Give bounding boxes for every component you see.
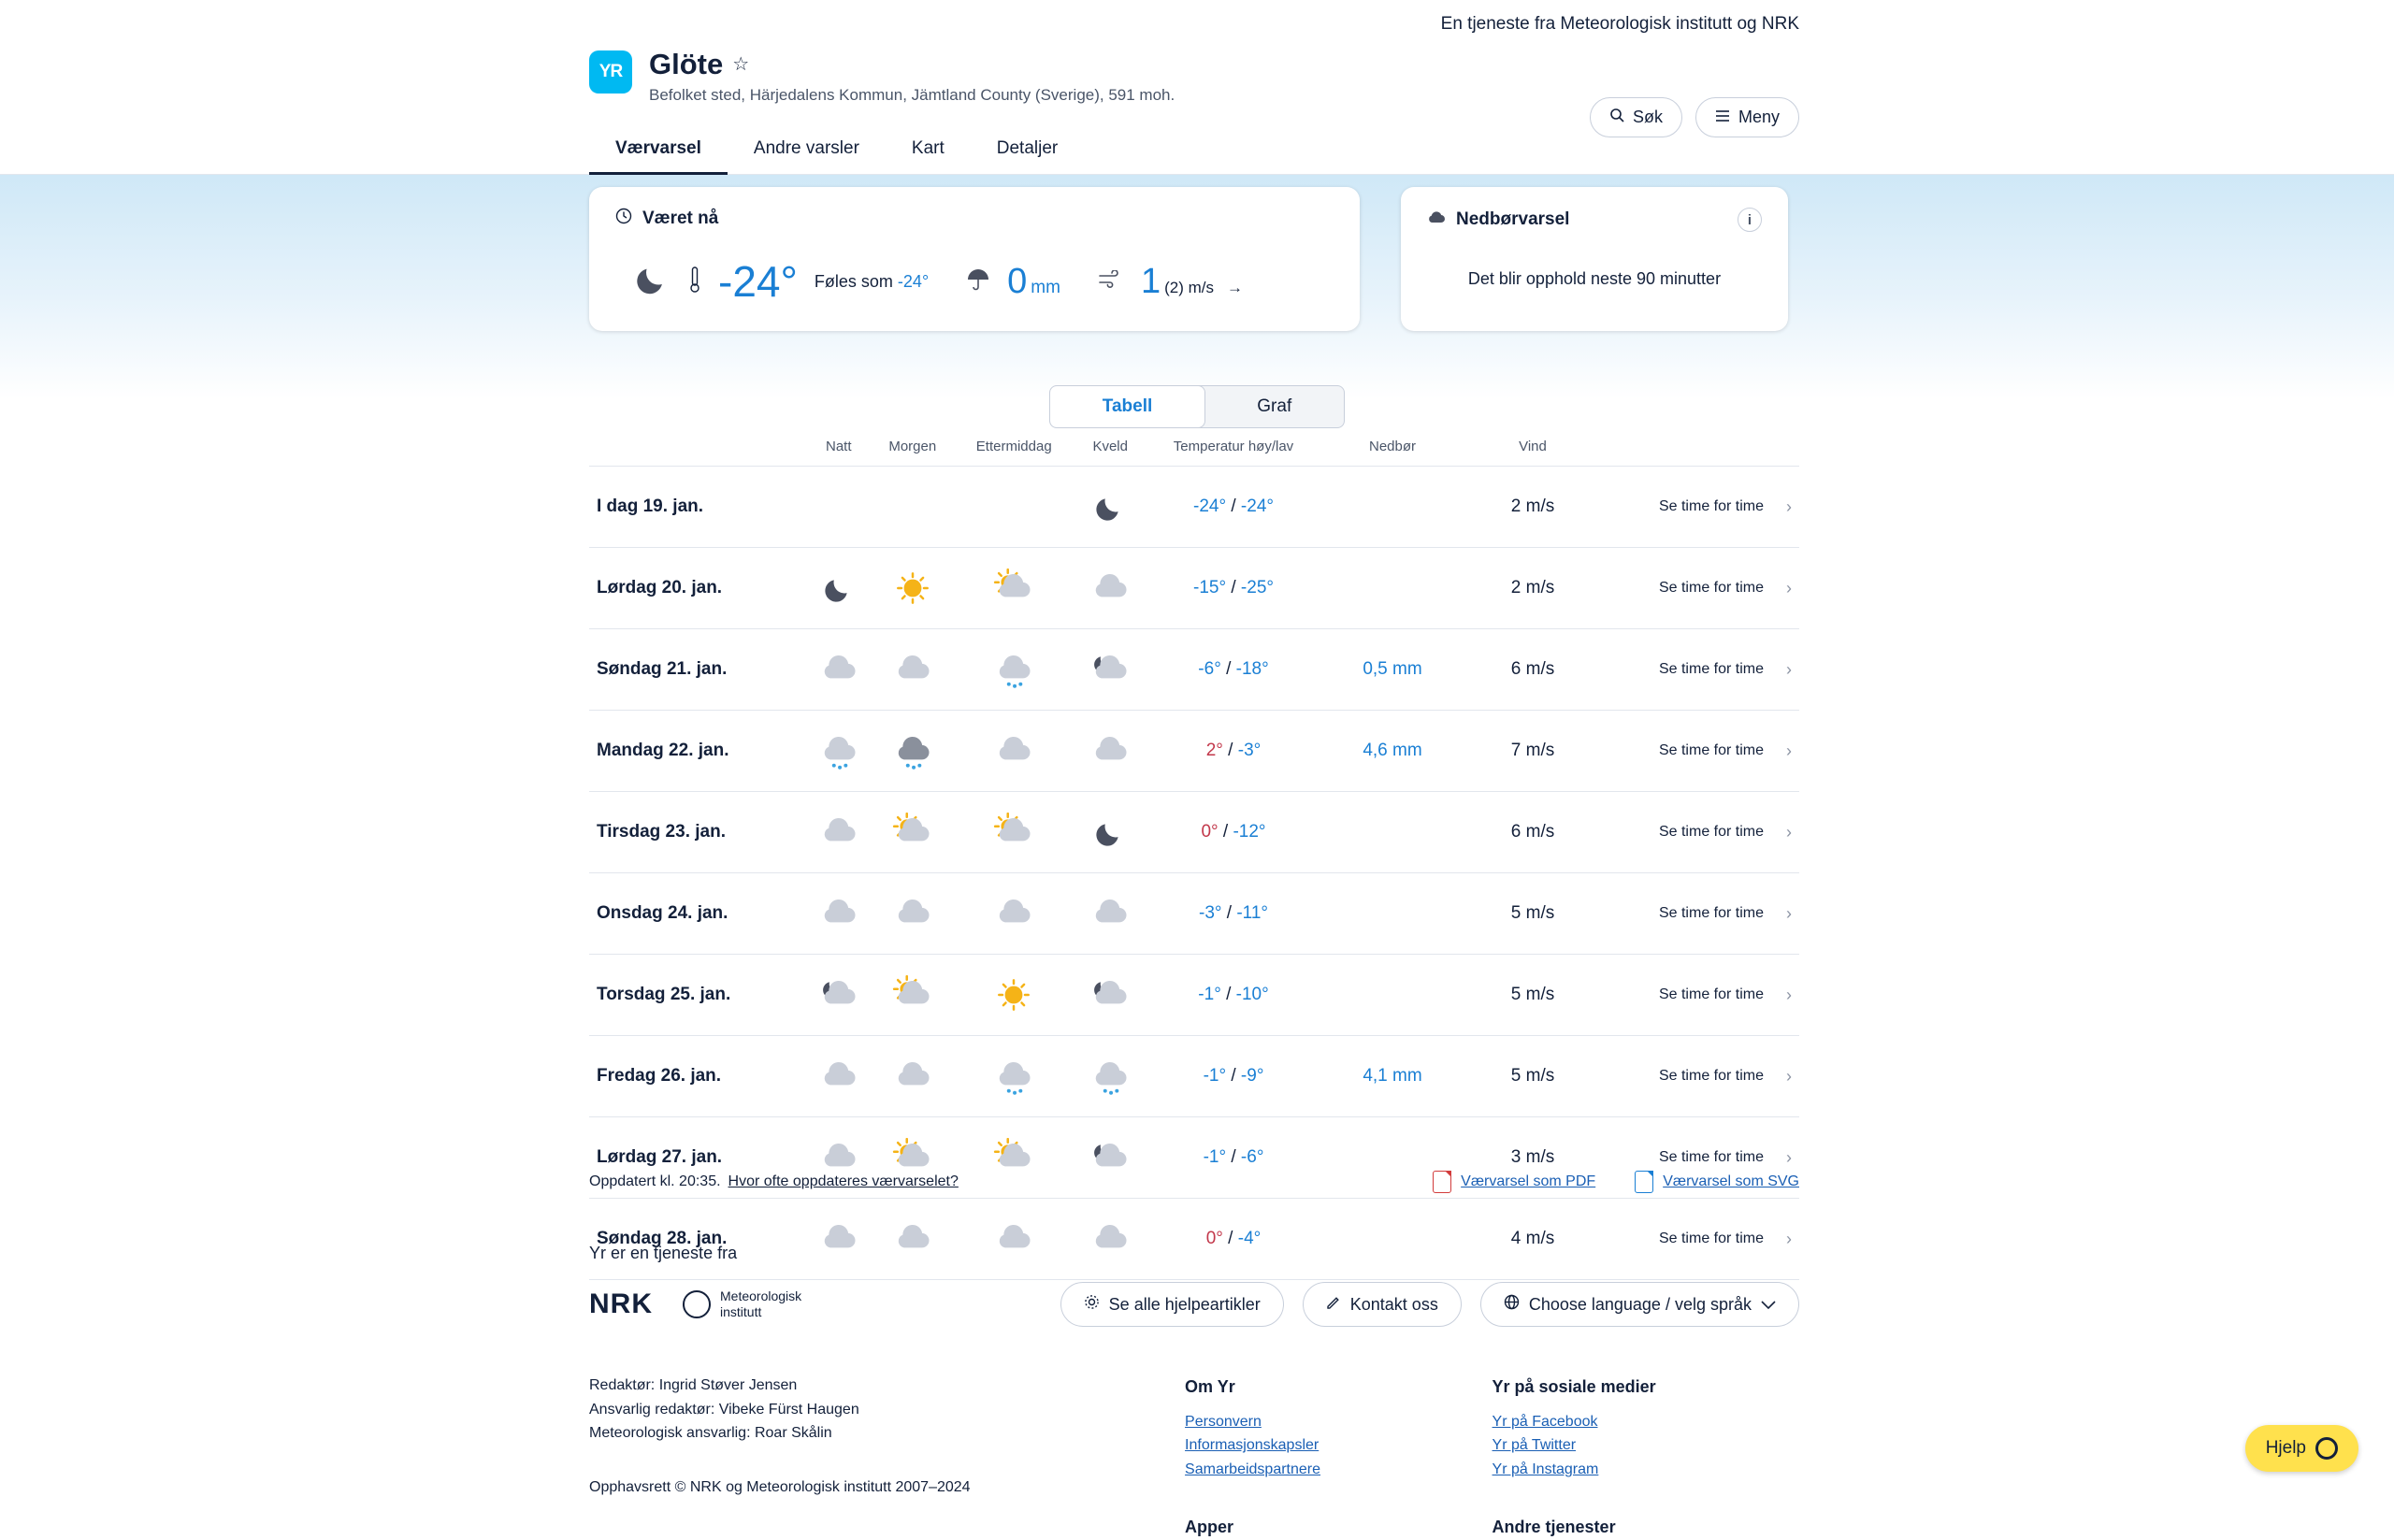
search-button[interactable]: [1590, 97, 1682, 137]
globe-icon: [1504, 1294, 1520, 1315]
link-personvern[interactable]: Personvern: [1185, 1413, 1262, 1430]
footer-credits: [589, 1374, 1185, 1540]
thermometer-icon: [688, 266, 701, 298]
contact-button[interactable]: [1303, 1282, 1462, 1327]
footer-columns: [589, 1374, 1799, 1540]
place-subtitle: Befolket sted, Härjedalens Kommun, Jämtland County (Sverige), 591 moh.: [649, 86, 1175, 105]
toggle-tabell[interactable]: Tabell: [1050, 386, 1205, 427]
forecast-table-header-row: [589, 438, 1799, 467]
weather-icon-cell-3: [1075, 467, 1145, 548]
forecast-day: Søndag 21. jan.: [597, 659, 728, 679]
header-wind: Vind: [1463, 438, 1603, 467]
header-evening: Kveld: [1075, 438, 1145, 467]
table-row[interactable]: [589, 792, 1799, 873]
forecast-temperature: -1° / -10°: [1198, 985, 1269, 1004]
forecast-wind: 6 m/s: [1510, 822, 1555, 842]
footer-other-services-title: Andre tjenester: [1492, 1517, 1616, 1536]
forecast-table: [589, 438, 1799, 1280]
weather-icon-cell-3: [1075, 955, 1145, 1036]
forecast-wind: 3 m/s: [1510, 1147, 1555, 1167]
footer-apps-title: Apper: [1185, 1517, 1234, 1536]
current-weather-title: Været nå: [642, 209, 719, 228]
current-weather-card: [589, 187, 1360, 331]
umbrella-icon: [966, 267, 990, 296]
forecast-temperature: 2° / -3°: [1205, 741, 1262, 760]
forecast-details-link[interactable]: Se time for time ›: [1658, 578, 1792, 597]
help-button-label: Hjelp: [2265, 1438, 2306, 1458]
pdf-file-icon: [1433, 1171, 1451, 1193]
update-frequency-link[interactable]: Hvor ofte oppdateres værvarselet?: [728, 1173, 959, 1189]
weather-icon-cell-0: [804, 873, 873, 955]
chevron-right-icon: ›: [1786, 822, 1792, 842]
met-line-1: Meteorologisk: [720, 1288, 802, 1303]
site-footer: [589, 1244, 1799, 1540]
weather-icon-cell-1: [873, 548, 952, 629]
forecast-temperature: -1° / -6°: [1203, 1147, 1264, 1167]
forecast-day: Onsdag 24. jan.: [597, 903, 728, 923]
feels-like-label: Føles som: [814, 271, 893, 291]
weather-icon-cell-3: [1075, 711, 1145, 792]
summary-cards: [589, 187, 1799, 331]
help-button[interactable]: [2245, 1425, 2358, 1472]
forecast-day: Torsdag 25. jan.: [597, 985, 731, 1004]
precip-unit: mm: [1031, 277, 1060, 297]
weather-icon-cell-0: [804, 629, 873, 711]
header-afternoon: Ettermiddag: [952, 438, 1075, 467]
weather-icon-cell-0: [804, 1036, 873, 1117]
weather-icon-cell-3: [1075, 873, 1145, 955]
precipitation-card: [1401, 187, 1788, 331]
forecast-temperature: -6° / -18°: [1198, 659, 1269, 679]
weather-icon-cell-0: [804, 792, 873, 873]
table-row[interactable]: [589, 1036, 1799, 1117]
footer-about-title: Om Yr: [1185, 1377, 1235, 1396]
view-toggle: [1049, 385, 1345, 428]
gear-icon: [1084, 1294, 1100, 1315]
weather-icon-cell-0: [804, 711, 873, 792]
forecast-temperature: 0° / -12°: [1201, 822, 1266, 842]
download-svg-link[interactable]: Værvarsel som SVG: [1663, 1173, 1799, 1189]
forecast-table-wrap: [589, 438, 1799, 1280]
cloud-icon: [1427, 209, 1446, 230]
download-pdf-link[interactable]: Værvarsel som PDF: [1461, 1173, 1596, 1189]
updated-row: [589, 1171, 1799, 1193]
forecast-wind: 5 m/s: [1510, 985, 1555, 1004]
forecast-wind: 7 m/s: [1510, 741, 1555, 760]
favorite-star-icon[interactable]: ☆: [732, 54, 750, 76]
forecast-details-link[interactable]: Se time for time ›: [1658, 985, 1792, 1004]
weather-icon-cell-1: [873, 711, 952, 792]
chevron-right-icon: ›: [1786, 1066, 1792, 1086]
footer-social-column: [1493, 1374, 1799, 1540]
precipitation-card-body: Det blir opphold neste 90 minutter: [1467, 269, 1722, 288]
footer-top: [589, 1282, 1799, 1327]
nrk-logo[interactable]: NRK: [589, 1288, 653, 1319]
search-icon: [1609, 108, 1624, 127]
credit-responsible-editor: Ansvarlig redaktør: Vibeke Fürst Haugen: [589, 1401, 859, 1418]
place-block: [649, 49, 1175, 105]
forecast-temperature: -24° / -24°: [1193, 497, 1274, 516]
tab-detaljer[interactable]: Detaljer: [996, 138, 1059, 159]
weather-icon-cell-3: [1075, 1036, 1145, 1117]
updated-text: Oppdatert kl. 20:35.: [589, 1173, 721, 1189]
chevron-right-icon: ›: [1786, 1229, 1792, 1248]
footer-buttons: [1060, 1282, 1799, 1327]
weather-icon-cell-1: [873, 873, 952, 955]
weather-icon-cell-2: [952, 467, 1075, 548]
language-label: Choose language / velg språk: [1528, 1294, 1752, 1314]
feels-like-value: -24°: [897, 271, 930, 291]
forecast-precipitation: [1322, 467, 1463, 548]
feels-like: [815, 272, 929, 292]
weather-icon-cell-3: [1075, 629, 1145, 711]
precipitation-card-header: [1427, 208, 1762, 232]
main-tabs: [0, 131, 2394, 175]
forecast-wind: 2 m/s: [1510, 578, 1555, 597]
forecast-precipitation: 0,5 mm: [1363, 659, 1422, 679]
svg-file-icon: [1635, 1171, 1653, 1193]
weather-icon-cell-0: [804, 955, 873, 1036]
forecast-details-link[interactable]: Se time for time ›: [1658, 1229, 1792, 1248]
service-bar-text: En tjeneste fra Meteorologisk institutt og NRK: [1440, 14, 1799, 34]
forecast-details-link[interactable]: Se time for time ›: [1658, 1066, 1792, 1086]
table-row[interactable]: [589, 873, 1799, 955]
precipitation-now: [1007, 262, 1060, 302]
wind-direction-arrow: →: [1226, 278, 1243, 296]
forecast-temperature: 0° / -4°: [1205, 1229, 1262, 1248]
met-text: [720, 1288, 801, 1321]
page-title: [649, 49, 1175, 80]
weather-icon-cell-2: [952, 873, 1075, 955]
search-button-label: Søk: [1632, 108, 1663, 126]
weather-icon-cell-1: [873, 792, 952, 873]
forecast-temperature: -15° / -25°: [1193, 578, 1274, 597]
weather-icon-cell-3: [1075, 792, 1145, 873]
wind-icon: [1098, 270, 1124, 294]
yr-logo[interactable]: YR: [589, 50, 632, 94]
precip-value: 0: [1007, 261, 1028, 301]
weather-icon-cell-2: [952, 711, 1075, 792]
weather-icon-cell-1: [873, 955, 952, 1036]
site-header: [0, 48, 2394, 126]
tab-andre-varsler[interactable]: Andre varsler: [753, 138, 859, 159]
forecast-wind: 6 m/s: [1510, 659, 1555, 679]
forecast-temperature: -1° / -9°: [1203, 1066, 1264, 1086]
forecast-details-link[interactable]: Se time for time ›: [1658, 741, 1792, 760]
table-row[interactable]: [589, 467, 1799, 548]
weather-icon-cell-2: [952, 548, 1075, 629]
forecast-day: Fredag 26. jan.: [597, 1066, 722, 1086]
forecast-details-link[interactable]: Se time for time ›: [1658, 903, 1792, 923]
weather-icon-cell-1: [873, 629, 952, 711]
toggle-graf[interactable]: Graf: [1257, 396, 1292, 416]
weather-icon-cell-1: [873, 467, 952, 548]
header-temperature: Temperatur høy/lav: [1145, 438, 1322, 467]
weather-icon-cell-2: [952, 955, 1075, 1036]
link-twitter[interactable]: Yr på Twitter: [1492, 1437, 1577, 1454]
chevron-right-icon: ›: [1786, 578, 1792, 597]
hamburger-icon: [1715, 108, 1730, 127]
forecast-day: Lørdag 27. jan.: [597, 1147, 723, 1167]
weather-icon-cell-3: [1075, 548, 1145, 629]
chevron-down-icon: [1761, 1295, 1776, 1315]
link-samarbeidspartnere[interactable]: Samarbeidspartnere: [1185, 1461, 1321, 1477]
footer-about-column: [1185, 1374, 1492, 1540]
forecast-day: Mandag 22. jan.: [597, 741, 729, 760]
forecast-details-link[interactable]: Se time for time ›: [1658, 497, 1792, 516]
menu-button[interactable]: [1695, 97, 1799, 137]
table-row[interactable]: [589, 955, 1799, 1036]
header-day: [589, 438, 804, 467]
forecast-day: I dag 19. jan.: [597, 497, 704, 516]
header-morning: Morgen: [873, 438, 952, 467]
forecast-precipitation: [1322, 548, 1463, 629]
place-name-text: Glöte: [649, 48, 724, 80]
weather-icon-cell-2: [952, 629, 1075, 711]
clock-icon: [615, 208, 632, 230]
forecast-details-link[interactable]: Se time for time ›: [1658, 822, 1792, 842]
link-informasjonskapsler[interactable]: Informasjonskapsler: [1185, 1437, 1320, 1454]
info-icon[interactable]: i: [1738, 208, 1762, 232]
forecast-day: Tirsdag 23. jan.: [597, 822, 726, 842]
pencil-icon: [1326, 1295, 1341, 1315]
chevron-right-icon: ›: [1786, 659, 1792, 679]
table-row[interactable]: [589, 629, 1799, 711]
forecast-precipitation: 4,1 mm: [1363, 1066, 1422, 1086]
wind-speed: 1: [1140, 261, 1161, 301]
weather-icon-cell-0: [804, 548, 873, 629]
link-facebook[interactable]: Yr på Facebook: [1492, 1413, 1598, 1430]
forecast-temperature: -3° / -11°: [1199, 903, 1268, 923]
forecast-precipitation: 4,6 mm: [1363, 741, 1422, 760]
weather-icon-cell-1: [873, 1036, 952, 1117]
weather-icon-cell-0: [804, 467, 873, 548]
met-circle-icon: [683, 1290, 711, 1318]
current-weather-values: [615, 256, 1334, 307]
download-svg[interactable]: [1635, 1171, 1799, 1193]
forecast-wind: 2 m/s: [1510, 497, 1555, 516]
weather-icon-cell-2: [952, 1036, 1075, 1117]
tab-vaervarsel[interactable]: Værvarsel: [589, 131, 728, 175]
chevron-right-icon: ›: [1786, 1147, 1792, 1167]
forecast-precipitation: [1322, 955, 1463, 1036]
credit-meteorologist: Meteorologisk ansvarlig: Roar Skålin: [589, 1425, 832, 1442]
header-night: Natt: [804, 438, 873, 467]
met-logo[interactable]: [683, 1288, 801, 1321]
menu-button-label: Meny: [1738, 108, 1780, 126]
forecast-wind: 5 m/s: [1510, 903, 1555, 923]
credit-editor: Redaktør: Ingrid Støver Jensen: [589, 1377, 798, 1393]
forecast-table-body: [589, 467, 1799, 1280]
forecast-wind: 5 m/s: [1510, 1066, 1555, 1086]
chevron-right-icon: ›: [1786, 903, 1792, 923]
wind-gust: (2) m/s: [1164, 278, 1214, 296]
header-link: [1603, 438, 1799, 467]
help-articles-button[interactable]: [1060, 1282, 1284, 1327]
view-toggle-wrap: [0, 385, 2394, 428]
contact-label: Kontakt oss: [1349, 1294, 1438, 1314]
service-bar: [0, 0, 2394, 49]
help-articles-label: Se alle hjelpeartikler: [1108, 1294, 1261, 1314]
moon-clear-icon: [632, 260, 671, 304]
table-row[interactable]: [589, 711, 1799, 792]
tab-kart[interactable]: Kart: [911, 138, 945, 159]
met-line-2: institutt: [720, 1304, 762, 1319]
header-actions: [1590, 97, 1799, 137]
language-button[interactable]: [1480, 1282, 1799, 1327]
download-pdf[interactable]: [1433, 1171, 1595, 1193]
current-temperature: -24°: [718, 257, 798, 306]
forecast-details-link[interactable]: Se time for time ›: [1658, 659, 1792, 679]
copyright: Opphavsrett © NRK og Meteorologisk institutt 2007–2024: [589, 1478, 971, 1495]
wind-now: [1141, 262, 1243, 302]
weather-icon-cell-2: [952, 792, 1075, 873]
header-precipitation: Nedbør: [1322, 438, 1463, 467]
chevron-right-icon: ›: [1786, 741, 1792, 760]
chevron-right-icon: ›: [1786, 497, 1792, 516]
chevron-right-icon: ›: [1786, 985, 1792, 1004]
current-weather-header: [615, 208, 1334, 230]
forecast-details-link[interactable]: Se time for time ›: [1658, 1147, 1792, 1167]
forecast-precipitation: [1322, 873, 1463, 955]
precipitation-card-title: Nedbørvarsel: [1456, 209, 1570, 229]
footer-title: Yr er en tjeneste fra: [589, 1244, 738, 1262]
forecast-wind: 4 m/s: [1510, 1229, 1555, 1248]
forecast-day: Lørdag 20. jan.: [597, 578, 723, 597]
forecast-day: Søndag 28. jan.: [597, 1229, 728, 1248]
forecast-precipitation: [1322, 792, 1463, 873]
link-instagram[interactable]: Yr på Instagram: [1492, 1461, 1599, 1477]
table-row[interactable]: [589, 548, 1799, 629]
footer-social-title: Yr på sosiale medier: [1492, 1377, 1656, 1396]
gear-icon: [2315, 1437, 2338, 1460]
